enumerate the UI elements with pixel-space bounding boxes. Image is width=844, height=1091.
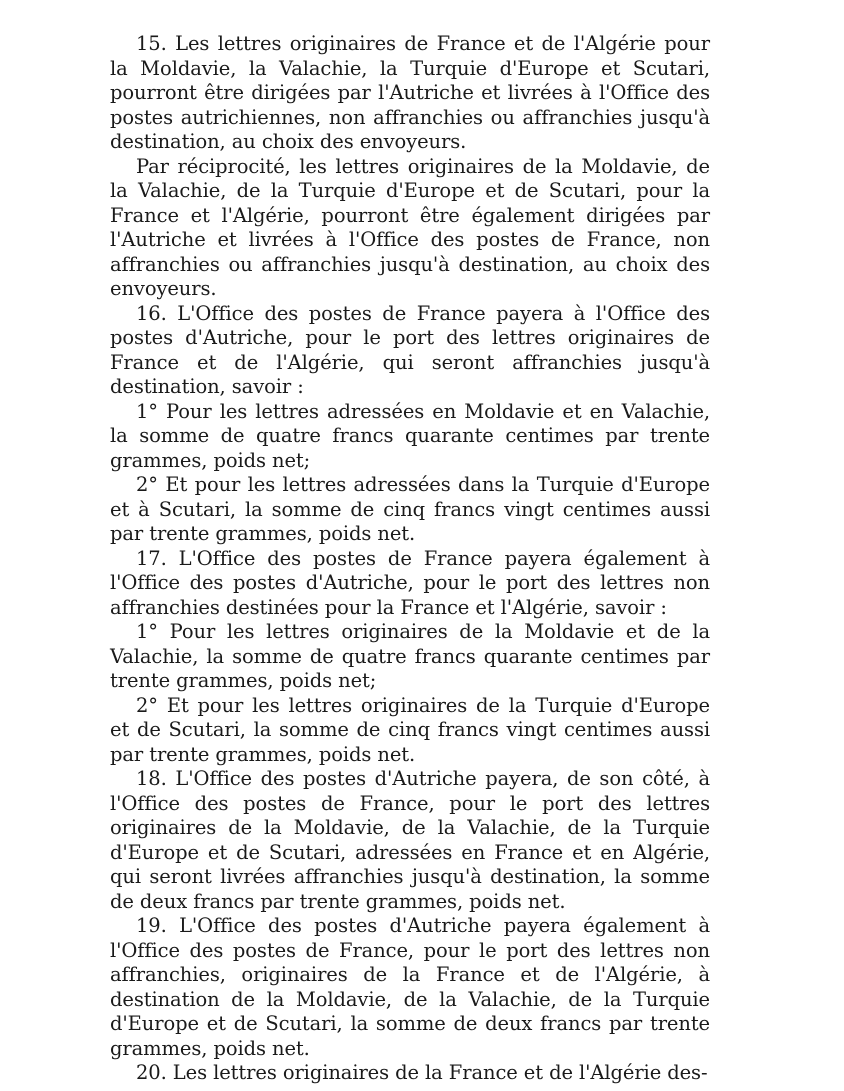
article-16-item-2: 2° Et pour les lettres adressées dans la Turquie d'Europe et à Scutari, la somme de cinq francs vingt centimes aussi par trente grammes, poids net. — [110, 473, 710, 545]
article-16-item-1: 1° Pour les lettres adressées en Moldavie et en Valachie, la somme de quatre francs quarante centimes par trente grammes, poids net; — [110, 399, 710, 472]
article-19-paragraph: 19. L'Office des postes d'Autriche payera également à l'Office des postes de France, pour le port des lettres non affranchies, originaires de la France et de l'Algérie, à destination de la Moldavie, de la Valachie, de la Turquie d'Europe et de Scutari, la somme de deux francs par trente grammes, poids net. — [110, 914, 710, 1060]
article-18-paragraph: 18. L'Office des postes d'Autriche payera, de son côté, à l'Office des postes de France, pour le port des lettres originaires de la Moldavie, de la Valachie, de la Turquie d'Europe et de Scutari, adressées en France et en Algérie, qui seront livrées affranchies jusqu'à destination, la somme de deux francs par trente grammes, poids net. — [110, 767, 710, 913]
article-20-paragraph: 20. Les lettres originaires de la France et de l'Algérie des- — [136, 1061, 708, 1084]
article-15-reciprocity-paragraph: Par réciprocité, les lettres originaires de la Moldavie, de la Valachie, de la Turquie d'Europe et de Scutari, pour la France et l'Algérie, pourront être également dirigées par l'Autriche et livrées à l'Office des postes de France, non affranchies ou affranchies jusqu'à destination, au choix des envoyeurs. — [110, 154, 710, 300]
article-17-item-1: 1° Pour les lettres originaires de la Moldavie et de la Valachie, la somme de quatre francs quarante centimes par trente grammes, poids net; — [110, 620, 710, 692]
article-17-paragraph: 17. L'Office des postes de France payera également à l'Office des postes d'Autriche, pour le port des lettres non affranchies destinées pour la France et l'Algérie, savoir : — [110, 546, 710, 619]
article-15-paragraph: 15. Les lettres originaires de France et de l'Algérie pour la Moldavie, la Valachie, la Turquie d'Europe et Scutari, pourront être dirigées par l'Autriche et livrées à l'Office des postes autrichiennes, non affranchies ou affranchies jusqu'à destination, au choix des envoyeurs. — [110, 32, 710, 153]
document-page — [110, 32, 710, 1086]
article-16-paragraph: 16. L'Office des postes de France payera à l'Office des postes d'Autriche, pour le port des lettres originaires de France et de l'Algérie, qui seront affranchies jusqu'à destination, savoir : — [110, 301, 710, 398]
article-17-item-2: 2° Et pour les lettres originaires de la Turquie d'Europe et de Scutari, la somme de cinq francs vingt centimes aussi par trente grammes, poids net. — [110, 693, 710, 766]
